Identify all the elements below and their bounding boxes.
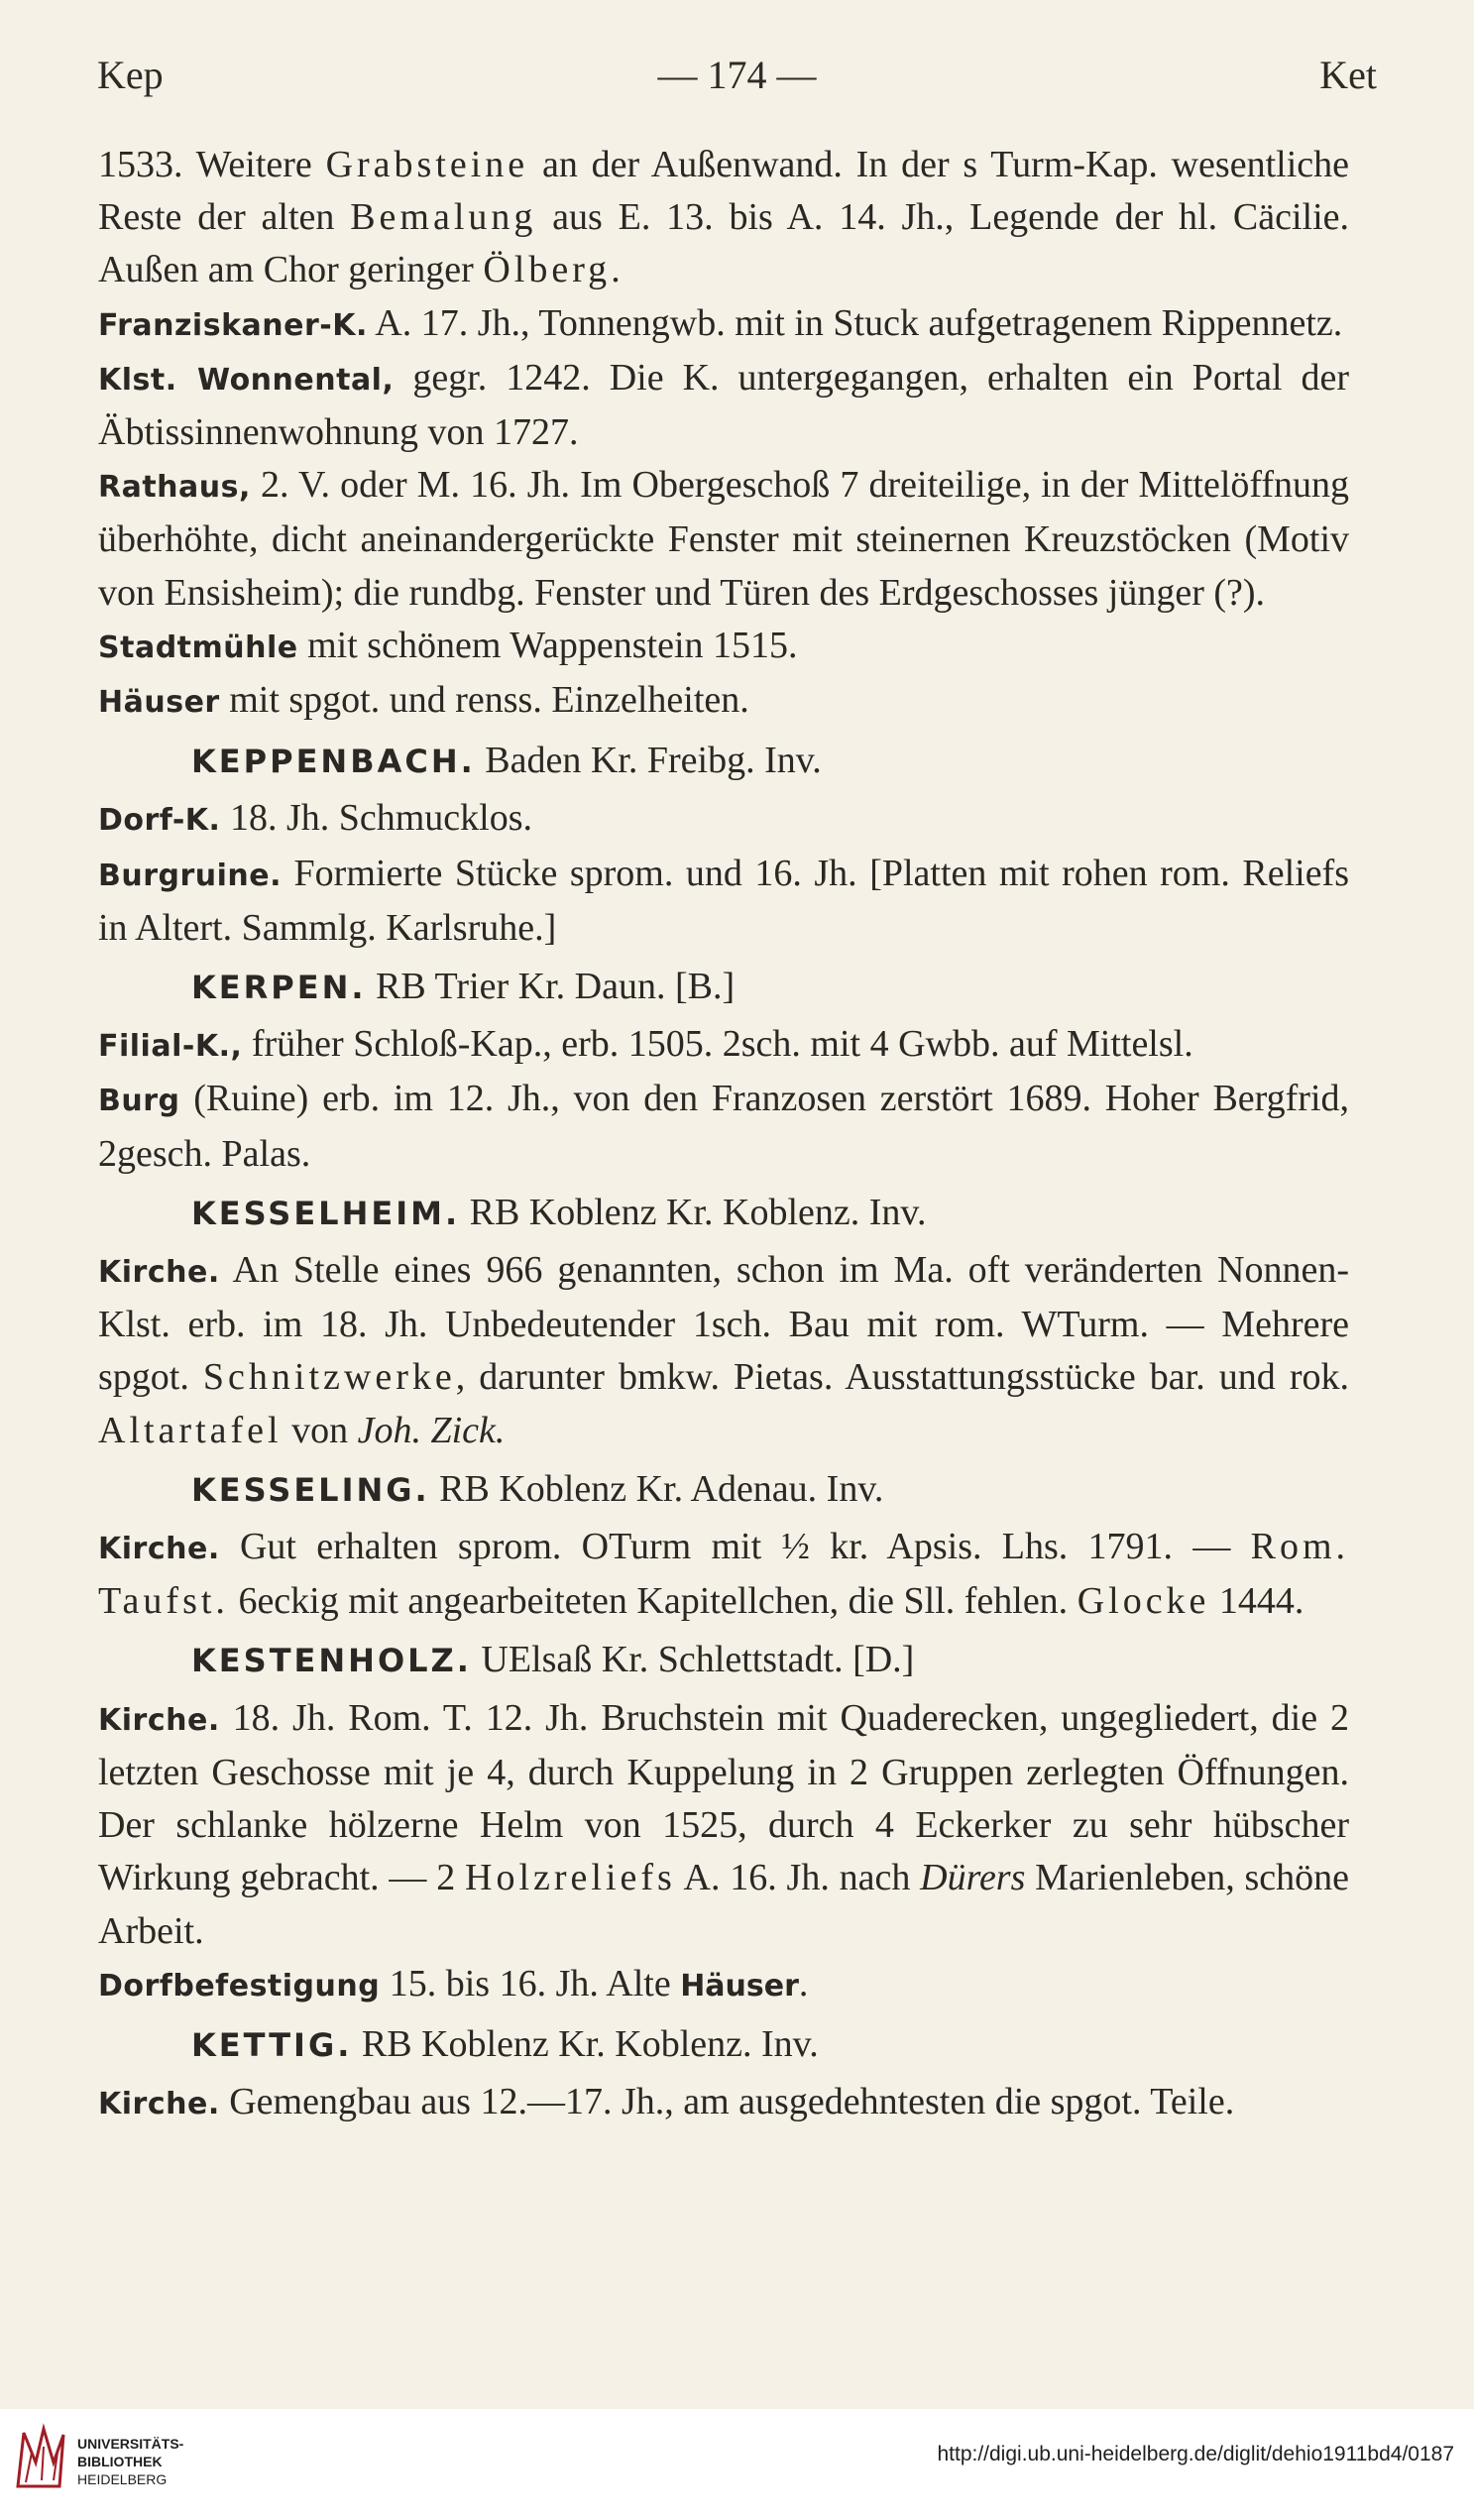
entry-term: Dorf-K. bbox=[98, 803, 221, 839]
logo-line-2: BIBLIOTHEK bbox=[77, 2454, 163, 2469]
library-logo-text bbox=[77, 2435, 183, 2488]
place-heading bbox=[98, 735, 1349, 788]
entry-text: Formierte Stücke sprom. und 16. Jh. [Platten mit rohen rom. Reliefs in Altert. Sammlg. Karlsruhe.] bbox=[98, 852, 1349, 949]
text-entry bbox=[98, 1958, 1349, 2012]
entry-term: Dorfbefestigung bbox=[98, 1968, 381, 2004]
text-entry bbox=[98, 1018, 1349, 1073]
entry-text: , darunter bmkw. Pietas. Ausstattungsstücke bar. und rok. bbox=[455, 1356, 1349, 1399]
entry-text: 1533. Weitere bbox=[98, 144, 326, 185]
text-entry bbox=[98, 2076, 1349, 2130]
text-entry bbox=[98, 1073, 1349, 1180]
entry-term: Kirche. bbox=[98, 1532, 220, 1567]
entry-text: RB Koblenz Kr. Koblenz. Inv. bbox=[460, 1191, 927, 1233]
footer-bar bbox=[0, 2409, 1474, 2520]
text-entry bbox=[98, 848, 1349, 955]
place-heading bbox=[98, 1634, 1349, 1687]
entry-text: 18. Jh. Rom. T. 12. Jh. Bruchstein mit Quaderecken, ungegliedert, die 2 letzten Geschosse mit je 4, durch Kuppelung in 2 Gruppen zerlegten Öffnungen. Der schlanke hölzerne Helm von 1525, durch 4 Eckerker zu sehr hübscher Wirkung gebracht. — 2 bbox=[98, 1696, 1349, 1899]
entry-text: 18. Jh. Schmucklos. bbox=[220, 797, 532, 840]
entry-term: Klst. Wonnental, bbox=[98, 362, 395, 398]
place-heading bbox=[98, 1463, 1349, 1517]
entry-text: gegr. 1242. Die K. untergegangen, erhalten ein Portal der Äbtissinnenwohnung von 1727. bbox=[98, 356, 1349, 454]
entry-text: (Ruine) erb. im 12. Jh., von den Franzosen zerstört 1689. Hoher Bergfrid, 2gesch. Palas. bbox=[98, 1078, 1349, 1175]
place-name: KERPEN. bbox=[191, 969, 367, 1007]
source-url-link[interactable]: http://digi.ub.uni-heidelberg.de/diglit/dehio1911bd4/0187 bbox=[937, 2443, 1454, 2465]
entry-term: Stadtmühle bbox=[98, 630, 298, 665]
text-entry bbox=[98, 1521, 1349, 1628]
entry-text: A. 16. Jh. nach bbox=[675, 1857, 921, 1899]
place-name: KEPPENBACH. bbox=[191, 743, 476, 781]
text-entry bbox=[98, 297, 1349, 352]
place-heading bbox=[98, 2018, 1349, 2072]
place-heading bbox=[98, 961, 1349, 1014]
entry-term: Kirche. bbox=[98, 1702, 220, 1738]
text-entry bbox=[98, 139, 1349, 297]
entry-text: früher Schloß-Kap., erb. 1505. 2sch. mit 4 Gwbb. auf Mittelsl. bbox=[242, 1023, 1193, 1066]
university-library-logo-icon bbox=[14, 2423, 67, 2492]
page-number: — 174 — bbox=[657, 53, 817, 97]
text-entry bbox=[98, 792, 1349, 847]
entry-term: Rathaus, bbox=[98, 470, 251, 506]
entry-text: 6eckig mit angearbeiteten Kapitellchen, die Sll. fehlen. bbox=[228, 1580, 1077, 1623]
place-name: KESSELING. bbox=[191, 1470, 430, 1509]
bold-term: Häuser bbox=[680, 1968, 799, 2004]
place-name: KETTIG. bbox=[191, 2025, 353, 2064]
spaced-term: Altartafel bbox=[98, 1409, 283, 1451]
entry-text: . bbox=[798, 1962, 809, 2005]
text-entry bbox=[98, 1692, 1349, 1958]
header-right-keyword: Ket bbox=[1319, 53, 1377, 97]
library-logo[interactable] bbox=[14, 2423, 202, 2508]
artist-name: Joh. Zick. bbox=[357, 1409, 506, 1451]
spaced-term: Bemalung bbox=[350, 196, 537, 239]
spaced-term: Holzreliefs bbox=[465, 1857, 676, 1899]
place-heading bbox=[98, 1187, 1349, 1240]
text-entry bbox=[98, 620, 1349, 674]
entry-text: UElsaß Kr. Schlettstadt. [D.] bbox=[471, 1639, 915, 1681]
entry-term: Kirche. bbox=[98, 2087, 220, 2122]
spaced-term: Schnitzwerke bbox=[202, 1356, 456, 1399]
text-entry bbox=[98, 352, 1349, 459]
entry-text: An Stelle eines 966 genannten, schon im Ma. oft veränderten Nonnen-Klst. erb. im 18. Jh. Unbedeutender 1sch. Bau mit rom. WTurm. — Mehrere spgot. bbox=[98, 1249, 1349, 1399]
entry-term: Kirche. bbox=[98, 1255, 220, 1291]
entry-text: RB Trier Kr. Daun. [B.] bbox=[366, 966, 736, 1008]
entry-text: Baden Kr. Freibg. Inv. bbox=[475, 740, 822, 782]
entry-text: aus E. 13. bis A. 14. Jh., Legende der hl. Cäcilie. Außen am Chor geringer bbox=[98, 196, 1349, 291]
entry-text: . bbox=[611, 249, 621, 291]
entry-text: 1444. bbox=[1209, 1580, 1304, 1623]
spaced-term: Ölberg bbox=[483, 249, 612, 291]
entry-text: Gut erhalten sprom. OTurm mit ½ kr. Apsis. Lhs. 1791. — bbox=[219, 1526, 1251, 1568]
header-left-keyword: Kep bbox=[97, 53, 164, 97]
place-name: KESSELHEIM. bbox=[191, 1194, 461, 1232]
text-entry bbox=[98, 459, 1349, 620]
entry-term: Burg bbox=[98, 1084, 180, 1119]
spaced-term: Grabsteine bbox=[325, 144, 529, 185]
entry-text: an der Außenwand. In der s Turm-Kap. wesentliche Reste der alten bbox=[98, 144, 1349, 239]
place-name: KESTENHOLZ. bbox=[191, 1642, 472, 1680]
entry-text: mit schönem Wappenstein 1515. bbox=[297, 624, 798, 666]
entry-term: Filial-K., bbox=[98, 1029, 243, 1065]
entry-text: RB Koblenz Kr. Adenau. Inv. bbox=[429, 1467, 884, 1510]
entry-text: RB Koblenz Kr. Koblenz. Inv. bbox=[352, 2022, 819, 2065]
artist-name: Dürers bbox=[920, 1857, 1026, 1899]
entry-text: mit spgot. und renss. Einzelheiten. bbox=[219, 679, 749, 722]
entry-text: A. 17. Jh., Tonnengwb. mit in Stuck aufgetragenem Rippennetz. bbox=[367, 301, 1343, 344]
logo-line-1: UNIVERSITÄTS- bbox=[77, 2436, 184, 2452]
logo-line-3: HEIDELBERG bbox=[77, 2471, 168, 2487]
entry-text: von bbox=[282, 1409, 358, 1451]
spaced-term: Glocke bbox=[1077, 1580, 1210, 1623]
text-entry bbox=[98, 1244, 1349, 1457]
entry-term: Franziskaner-K. bbox=[98, 307, 368, 343]
entry-term: Burgruine. bbox=[98, 858, 283, 893]
entry-text: Gemengbau aus 12.—17. Jh., am ausgedehntesten die spgot. Teile. bbox=[219, 2081, 1235, 2123]
entry-text: 2. V. oder M. 16. Jh. Im Obergeschoß 7 dreiteilige, in der Mittelöffnung überhöhte, dicht aneinandergerückte Fenster mit steinernen Kreuzstöcken (Motiv von Ensisheim); die rundbg. Fenster und Türen des Erdgeschosses jünger (?). bbox=[98, 464, 1349, 614]
page-body-text bbox=[98, 139, 1349, 2130]
text-entry bbox=[98, 674, 1349, 729]
spaced-term: Rom. Taufst. bbox=[98, 1526, 1349, 1623]
entry-text: Marienleben, schöne Arbeit. bbox=[98, 1857, 1350, 1952]
running-header bbox=[97, 52, 1377, 111]
entry-term: Häuser bbox=[98, 685, 220, 721]
entry-text: 15. bis 16. Jh. Alte bbox=[380, 1962, 681, 2005]
